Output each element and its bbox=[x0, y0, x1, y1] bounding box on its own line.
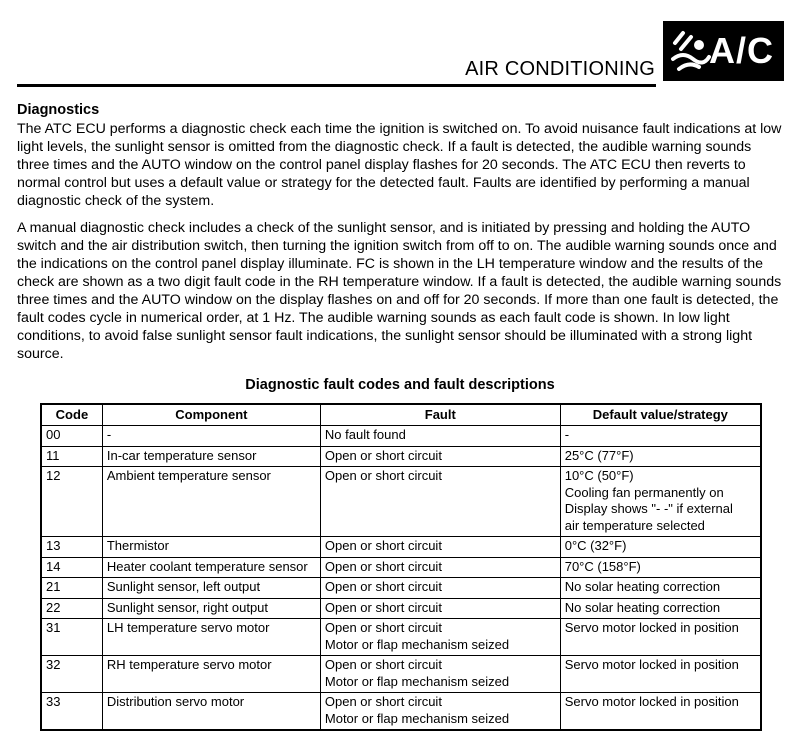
fault-line: Open or short circuit bbox=[324, 558, 442, 574]
cell-code: 13 bbox=[41, 537, 102, 558]
cell-default bbox=[560, 557, 761, 578]
default-line: 25°C (77°F) bbox=[564, 447, 634, 463]
default-line: Servo motor locked in position bbox=[564, 620, 739, 635]
default-line: air temperature selected bbox=[564, 517, 705, 533]
cell-default bbox=[560, 619, 761, 656]
fault-line: Open or short circuit bbox=[324, 447, 442, 463]
table-row bbox=[41, 656, 761, 693]
cell-component: Sunlight sensor, left output bbox=[102, 578, 320, 599]
section-heading: Diagnostics bbox=[17, 102, 100, 118]
cell-fault bbox=[320, 619, 560, 656]
default-line: - bbox=[564, 427, 570, 442]
default-line: 0°C (32°F) bbox=[564, 538, 627, 553]
table-row bbox=[41, 537, 761, 558]
table-row bbox=[41, 619, 761, 656]
cell-default bbox=[560, 537, 761, 558]
cell-code: 31 bbox=[41, 619, 102, 656]
cell-default bbox=[560, 693, 761, 731]
cell-default bbox=[560, 446, 761, 467]
cell-component: RH temperature servo motor bbox=[102, 656, 320, 693]
cell-code: 11 bbox=[41, 446, 102, 467]
cell-code: 00 bbox=[41, 426, 102, 447]
cell-component: Distribution servo motor bbox=[102, 693, 320, 731]
table-row bbox=[41, 693, 761, 731]
cell-default bbox=[560, 467, 761, 537]
column-header-code: Code bbox=[41, 404, 102, 426]
cell-code: 32 bbox=[41, 656, 102, 693]
fault-line: Open or short circuit bbox=[324, 579, 442, 594]
paragraph-intro: The ATC ECU performs a diagnostic check each time the ignition is switched on. To avoid nuisance fault indications at low light levels, the sunlight sensor is omitted from the diagnostic check. If a fault is detected, the audible warning sounds three times and the AUTO window on the control panel display flashes for 20 seconds. The ATC ECU then reverts to normal control but uses a default value or strategy for the detected fault. Faults are identified by performing a manual diagnostic check of the system. bbox=[17, 121, 782, 209]
table-row bbox=[41, 426, 761, 447]
fault-line: No fault found bbox=[324, 427, 406, 442]
cell-fault bbox=[320, 693, 560, 731]
cell-code: 33 bbox=[41, 693, 102, 731]
fault-line: Open or short circuit bbox=[324, 599, 442, 615]
table-row bbox=[41, 578, 761, 599]
default-line: Servo motor locked in position bbox=[564, 657, 739, 672]
cell-fault bbox=[320, 557, 560, 578]
cell-default bbox=[560, 426, 761, 447]
ac-logo bbox=[663, 21, 784, 81]
fault-code-table bbox=[40, 403, 762, 731]
default-line: Cooling fan permanently on bbox=[564, 484, 724, 500]
page-header-title: AIR CONDITIONING bbox=[465, 58, 655, 80]
cell-default bbox=[560, 598, 761, 619]
fault-line: Open or short circuit bbox=[324, 468, 442, 483]
cell-fault bbox=[320, 656, 560, 693]
fault-line: Open or short circuit bbox=[324, 694, 442, 709]
cell-default bbox=[560, 656, 761, 693]
default-line: 70°C (158°F) bbox=[564, 558, 641, 574]
table-header-row bbox=[41, 404, 761, 426]
cell-fault bbox=[320, 537, 560, 558]
column-header-component: Component bbox=[102, 404, 320, 426]
cell-component: Sunlight sensor, right output bbox=[102, 598, 320, 619]
cell-code: 12 bbox=[41, 467, 102, 537]
cell-component: - bbox=[102, 426, 320, 447]
cell-component: Heater coolant temperature sensor bbox=[102, 557, 320, 578]
fault-line: Open or short circuit bbox=[324, 657, 442, 672]
default-line: Display shows "- -" if external bbox=[564, 501, 733, 516]
column-header-default: Default value/strategy bbox=[560, 404, 761, 426]
cell-code: 21 bbox=[41, 578, 102, 599]
cell-fault bbox=[320, 578, 560, 599]
fault-line: Open or short circuit bbox=[324, 538, 442, 553]
fault-line: Motor or flap mechanism seized bbox=[324, 710, 510, 726]
fan-airflow-icon bbox=[669, 29, 711, 73]
paragraph-manual-check: A manual diagnostic check includes a check of the sunlight sensor, and is initiated by pressing and holding the AUTO switch and the air distribution switch, then turning the ignition switch from off to on. The audible warning sounds once and the indications on the control panel display illuminate. FC is shown in the LH temperature window and the results of the check are shown as a two digit fault code in the RH temperature window. If a fault is detected, the audible warning sounds three times and the AUTO window on the display flashes on and off for 20 seconds. If more than one fault is detected, the fault codes cycle in numerical order, at 1 Hz. The audible warning sounds as each fault code is shown. In low light conditions, to avoid false sunlight sensor fault indications, the sunlight sensor should be illuminated with a strong light source. bbox=[17, 220, 782, 362]
cell-fault bbox=[320, 446, 560, 467]
cell-component: In-car temperature sensor bbox=[102, 446, 320, 467]
table-body bbox=[41, 426, 761, 731]
default-line: 10°C (50°F) bbox=[564, 468, 634, 483]
header-divider bbox=[17, 84, 656, 87]
fault-line: Motor or flap mechanism seized bbox=[324, 636, 510, 652]
default-line: No solar heating correction bbox=[564, 599, 721, 615]
table-row bbox=[41, 467, 761, 537]
default-line: Servo motor locked in position bbox=[564, 694, 739, 709]
cell-code: 14 bbox=[41, 557, 102, 578]
cell-component: Thermistor bbox=[102, 537, 320, 558]
cell-fault bbox=[320, 467, 560, 537]
cell-default bbox=[560, 578, 761, 599]
table-row bbox=[41, 446, 761, 467]
cell-code: 22 bbox=[41, 598, 102, 619]
cell-fault bbox=[320, 598, 560, 619]
default-line: No solar heating correction bbox=[564, 579, 721, 594]
table-caption: Diagnostic fault codes and fault descriptions bbox=[245, 377, 555, 393]
logo-text: A/C bbox=[709, 30, 774, 71]
fault-line: Motor or flap mechanism seized bbox=[324, 673, 510, 689]
table-row bbox=[41, 598, 761, 619]
cell-component: Ambient temperature sensor bbox=[102, 467, 320, 537]
cell-fault bbox=[320, 426, 560, 447]
cell-component: LH temperature servo motor bbox=[102, 619, 320, 656]
column-header-fault: Fault bbox=[320, 404, 560, 426]
table-row bbox=[41, 557, 761, 578]
fault-line: Open or short circuit bbox=[324, 620, 442, 635]
